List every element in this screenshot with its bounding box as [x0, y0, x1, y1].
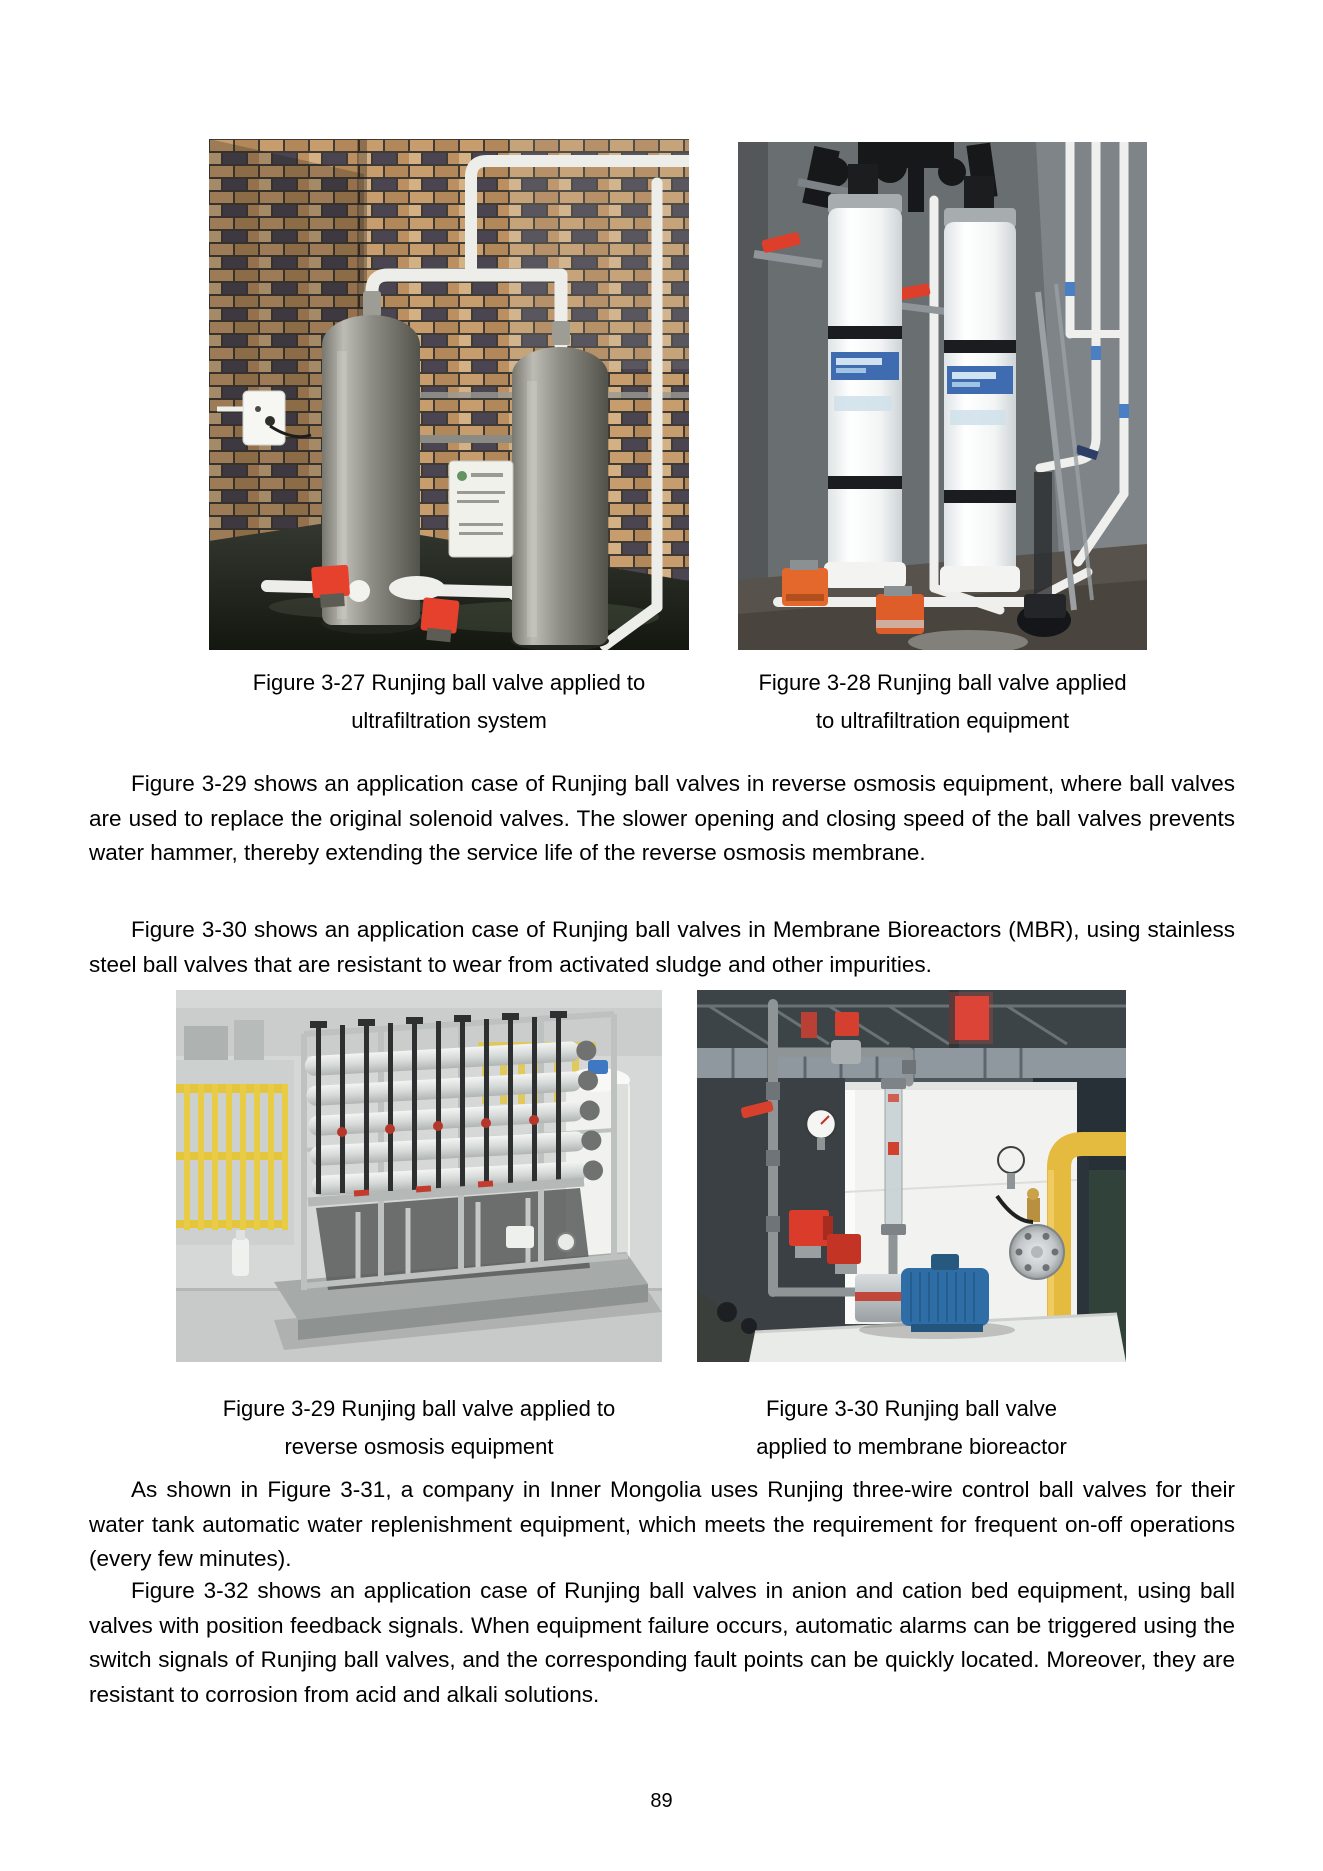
- page-number: 89: [650, 1790, 673, 1812]
- caption-line: Figure 3-27 Runjing ball valve applied to: [252, 670, 646, 695]
- reverse-osmosis-skid-photo: [176, 990, 662, 1362]
- paragraph-figure-3-32: Figure 3-32 shows an application case of Runjing ball valves in anion and cation bed equipment, using ball valves with position feedback signals. When equipment failure occurs, automatic alarms can be triggered using the switch signals of Runjing ball valves, and the corresponding fault points can be quickly located. Moreover, they are resistant to corrosion from acid and alkali solutions.: [89, 1578, 1235, 1707]
- paragraph-figure-3-30: Figure 3-30 shows an application case of Runjing ball valves in Membrane Bioreactors (MBR), using stainless steel ball valves that are resistant to wear from activated sludge and other impurities.: [89, 917, 1235, 977]
- caption-line: Figure 3-29 Runjing ball valve applied to: [222, 1396, 616, 1421]
- paragraph-figure-3-31: As shown in Figure 3-31, a company in Inner Mongolia uses Runjing three-wire control ball valves for their water tank automatic water replenishment equipment, which meets the requirement for frequent on-off operations (every few minutes).: [89, 1477, 1235, 1571]
- caption-line: ultrafiltration system: [351, 708, 547, 733]
- figure-3-30-image: [697, 990, 1126, 1362]
- paragraph-figure-3-29: Figure 3-29 shows an application case of Runjing ball valves in reverse osmosis equipment, where ball valves are used to replace the original solenoid valves. The slower opening and closing speed of the ball valves prevents water hammer, thereby extending the service life of the reverse osmosis membrane.: [89, 771, 1235, 865]
- caption-line: Figure 3-28 Runjing ball valve applied: [758, 670, 1127, 695]
- caption-line: reverse osmosis equipment: [284, 1434, 554, 1459]
- membrane-bioreactor-photo: [697, 990, 1126, 1362]
- figure-3-29-image: [176, 990, 662, 1362]
- figure-3-27-image: [209, 139, 689, 650]
- figure-3-27-caption: [209, 664, 689, 740]
- figure-3-29-caption: [176, 1390, 662, 1466]
- figure-3-30-caption: [697, 1390, 1126, 1466]
- caption-line: to ultrafiltration equipment: [815, 708, 1070, 733]
- caption-line: applied to membrane bioreactor: [756, 1434, 1067, 1459]
- caption-line: Figure 3-30 Runjing ball valve: [765, 1396, 1058, 1421]
- figure-3-28-caption: [738, 664, 1147, 740]
- figure-3-28-image: [738, 142, 1147, 650]
- ultrafiltration-membrane-columns-photo: [738, 142, 1147, 650]
- ultrafiltration-brick-room-photo: [209, 139, 689, 650]
